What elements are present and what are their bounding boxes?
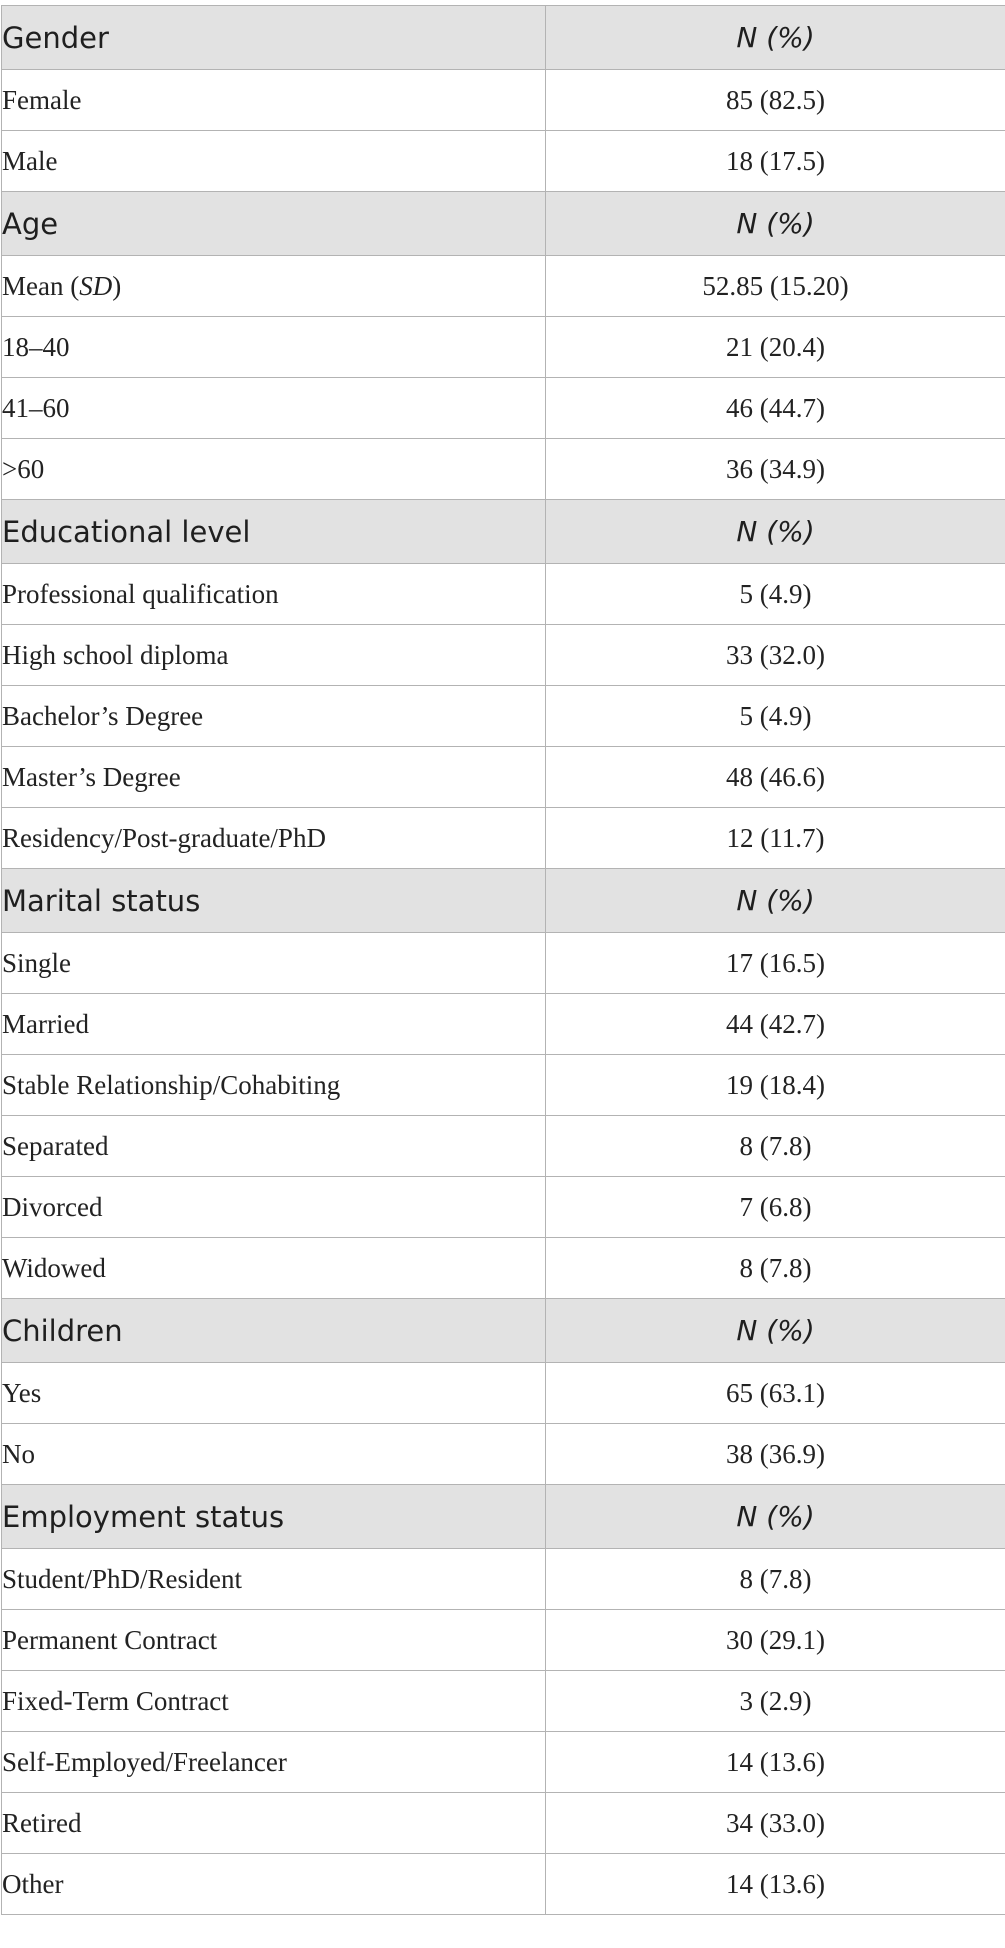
table-row [2, 131, 1005, 192]
row-value: 34 (33.0) [546, 1793, 1005, 1854]
row-label: Self-Employed/Freelancer [2, 1732, 546, 1793]
row-value: 8 (7.8) [546, 1549, 1005, 1610]
section-title: Employment status [2, 1485, 546, 1549]
table-row [2, 1363, 1005, 1424]
table-row [2, 1238, 1005, 1299]
section-header-children [2, 1299, 1005, 1363]
section-header-age [2, 192, 1005, 256]
table-row [2, 256, 1005, 317]
table-row [2, 1854, 1005, 1915]
row-label: High school diploma [2, 625, 546, 686]
row-label-italic: SD [79, 270, 113, 301]
row-label: Bachelor’s Degree [2, 686, 546, 747]
row-value: 21 (20.4) [546, 317, 1005, 378]
row-value: 5 (4.9) [546, 564, 1005, 625]
column-header-n-percent: N (%) [546, 1299, 1005, 1363]
row-label: 41–60 [2, 378, 546, 439]
table-row [2, 1793, 1005, 1854]
row-label: Retired [2, 1793, 546, 1854]
row-value: 3 (2.9) [546, 1671, 1005, 1732]
row-value: 7 (6.8) [546, 1177, 1005, 1238]
column-header-n-percent: N (%) [546, 500, 1005, 564]
table-row [2, 1055, 1005, 1116]
table-row [2, 994, 1005, 1055]
section-header-marital-status [2, 869, 1005, 933]
table-row [2, 625, 1005, 686]
row-label-prefix: Mean ( [2, 270, 80, 301]
column-header-n-percent: N (%) [546, 192, 1005, 256]
row-value: 14 (13.6) [546, 1854, 1005, 1915]
section-header-employment-status [2, 1485, 1005, 1549]
row-value: 36 (34.9) [546, 439, 1005, 500]
row-label: >60 [2, 439, 546, 500]
row-label: Widowed [2, 1238, 546, 1299]
row-label: Single [2, 933, 546, 994]
table-row [2, 1610, 1005, 1671]
row-value: 17 (16.5) [546, 933, 1005, 994]
row-label: Residency/Post-graduate/PhD [2, 808, 546, 869]
table-row [2, 1732, 1005, 1793]
table-body [2, 6, 1005, 1915]
table-row [2, 747, 1005, 808]
row-label: Male [2, 131, 546, 192]
section-title: Age [2, 192, 546, 256]
row-value: 8 (7.8) [546, 1116, 1005, 1177]
row-label: Separated [2, 1116, 546, 1177]
row-value: 12 (11.7) [546, 808, 1005, 869]
row-label-suffix: ) [112, 270, 122, 301]
row-label: Female [2, 70, 546, 131]
table-row [2, 1671, 1005, 1732]
table-row [2, 1549, 1005, 1610]
section-title: Educational level [2, 500, 546, 564]
row-value: 38 (36.9) [546, 1424, 1005, 1485]
demographics-table-container [1, 5, 1005, 1915]
table-row [2, 378, 1005, 439]
column-header-n-percent: N (%) [546, 1485, 1005, 1549]
table-row [2, 933, 1005, 994]
row-value: 52.85 (15.20) [546, 256, 1005, 317]
row-label: Master’s Degree [2, 747, 546, 808]
table-row [2, 317, 1005, 378]
row-value: 30 (29.1) [546, 1610, 1005, 1671]
column-header-n-percent: N (%) [546, 869, 1005, 933]
table-row [2, 439, 1005, 500]
row-label: Other [2, 1854, 546, 1915]
row-label: Divorced [2, 1177, 546, 1238]
row-label: Fixed-Term Contract [2, 1671, 546, 1732]
demographics-table [1, 5, 1005, 1915]
row-value: 33 (32.0) [546, 625, 1005, 686]
section-title: Marital status [2, 869, 546, 933]
table-row [2, 70, 1005, 131]
table-row [2, 1177, 1005, 1238]
column-header-n-percent: N (%) [546, 6, 1005, 70]
row-value: 48 (46.6) [546, 747, 1005, 808]
row-value: 85 (82.5) [546, 70, 1005, 131]
row-label: Married [2, 994, 546, 1055]
row-value: 44 (42.7) [546, 994, 1005, 1055]
row-label [2, 256, 546, 317]
row-value: 8 (7.8) [546, 1238, 1005, 1299]
row-label: Permanent Contract [2, 1610, 546, 1671]
row-value: 14 (13.6) [546, 1732, 1005, 1793]
section-header-gender [2, 6, 1005, 70]
section-header-educational-level [2, 500, 1005, 564]
table-row [2, 564, 1005, 625]
row-label: Student/PhD/Resident [2, 1549, 546, 1610]
row-value: 46 (44.7) [546, 378, 1005, 439]
table-row [2, 808, 1005, 869]
table-row [2, 686, 1005, 747]
table-row [2, 1116, 1005, 1177]
row-label: Professional qualification [2, 564, 546, 625]
row-value: 65 (63.1) [546, 1363, 1005, 1424]
section-title: Gender [2, 6, 546, 70]
row-label: Yes [2, 1363, 546, 1424]
row-value: 19 (18.4) [546, 1055, 1005, 1116]
row-label: No [2, 1424, 546, 1485]
row-label: 18–40 [2, 317, 546, 378]
table-row [2, 1424, 1005, 1485]
section-title: Children [2, 1299, 546, 1363]
row-label: Stable Relationship/Cohabiting [2, 1055, 546, 1116]
row-value: 18 (17.5) [546, 131, 1005, 192]
row-value: 5 (4.9) [546, 686, 1005, 747]
